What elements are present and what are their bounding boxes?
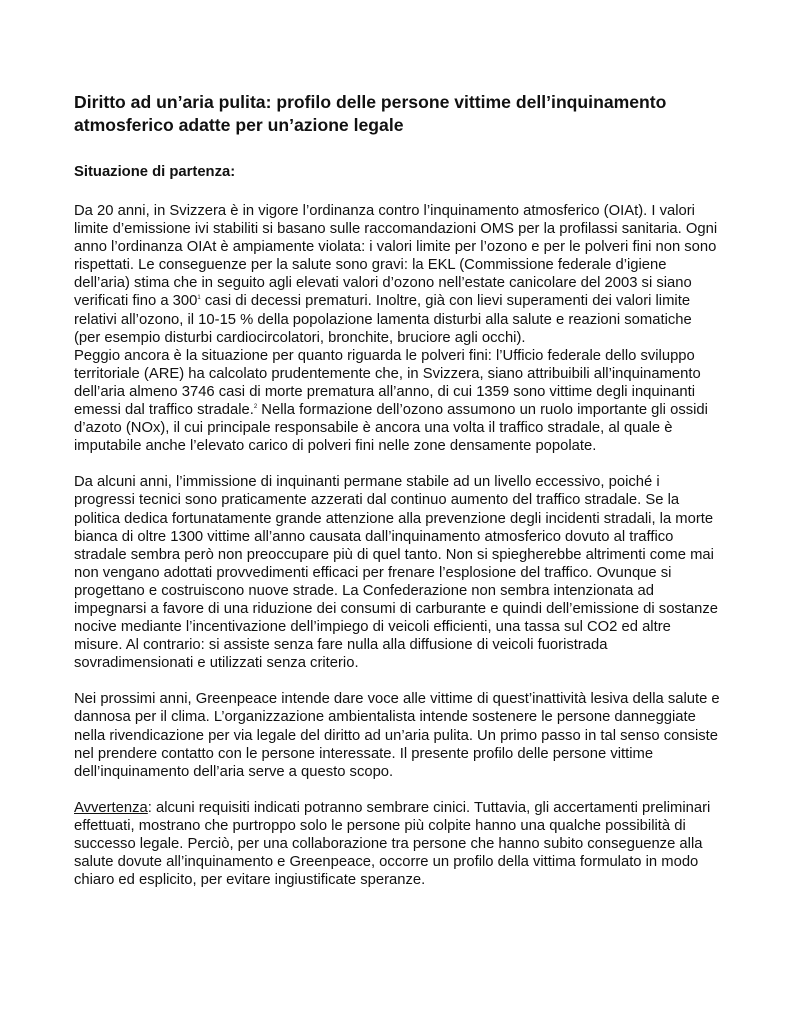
- paragraph-fine-dust-text-b: Nella formazione dell’ozono assumono un ruolo importante gli ossidi d’azoto (NOx), il cui principale responsabile è ancora una volta il traffico stradale, al quale è imputabile anche l’elevato carico di polveri fini nelle zone densamente popolate.: [74, 402, 708, 455]
- document-title: Diritto ad un’aria pulita: profilo delle persone vittime dell’inquinamento atmosferico adatte per un’azione legale: [74, 92, 667, 135]
- paragraph-greenpeace: Nei prossimi anni, Greenpeace intende dare voce alle vittime di quest’inattività lesiva della salute e dannosa per il clima. L’organizzazione ambientalista intende sostenere le persone danneggiate nella rivendicazione per via legale del diritto ad un’aria pulita. Un primo passo in tal senso consiste nel prendere contatto con le persone interessate. Il presente profilo delle persone vittime dell’inquinamento dell’aria serve a questo scopo.: [74, 691, 720, 780]
- paragraph-ozone-text-b: casi di decessi prematuri. Inoltre, già con lievi superamenti dei valori limite relativi all’ozono, il 10-15 % della popolazione lamenta disturbi alla salute e reazioni somatiche (per esempio disturbi cardiocircolatori, bronchite, bruciore agli occhi).: [74, 293, 692, 346]
- warning-label: Avvertenza: [74, 799, 148, 816]
- paragraph-ozone-text-a: Da 20 anni, in Svizzera è in vigore l’ordinanza contro l’inquinamento atmosferico (OIAt). I valori limite d’emissione ivi stabiliti si basano sulle raccomandazioni OMS per la profilassi sanitaria. Ogni anno l’ordinanza OIAt è ampiamente violata: i valori limite per l’ozono e per le polveri fini non sono rispettati. Le conseguenze per la salute sono gravi: la EKL (Commissione federale d’igiene dell’aria) stima che in seguito agli elevati valori d’ozono nell’estate canicolare del 2003 si siano verificati fino a 300: [74, 203, 718, 310]
- paragraph-ozone: [74, 202, 722, 347]
- warning-text: : alcuni requisiti indicati potranno sembrare cinici. Tuttavia, gli accertamenti preliminari effettuati, mostrano che purtroppo solo le persone più colpite hanno una qualche possibilità di successo legale. Perciò, per una collaborazione tra persone che hanno subito conseguenze alla salute dovute all’inquinamento e Greenpeace, occorre un profilo della vittima formulato in modo chiaro ed esplicito, per evitare ingiustificate speranze.: [74, 799, 711, 889]
- section-heading: Situazione di partenza:: [74, 164, 236, 180]
- document-page: [74, 91, 722, 889]
- paragraph-warning: [74, 799, 722, 889]
- footnote-marker-1: 1: [197, 295, 201, 302]
- paragraph-fine-dust: [74, 347, 722, 456]
- footnote-marker-2: 2: [253, 404, 258, 411]
- paragraph-traffic: Da alcuni anni, l’immissione di inquinanti permane stabile ad un livello eccessivo, poiché i progressi tecnici sono praticamente azzerati dal continuo aumento del traffico stradale. Se la politica dedica fortunatamente grande attenzione alla prevenzione degli incidenti stradali, la morte bianca di oltre 1300 vittime all’anno causata dall’inquinamento atmosferico dovuto al traffico stradale sembra però non preoccupare più di quel tanto. Non si spiegherebbe altrimenti come mai non vengano adottati provvedimenti efficaci per frenare l’esplosione del traffico. Ovunque si progettano e costruiscono nuove strade. La Confederazione non sembra intenzionata ad impegnarsi a favore di una riduzione dei consumi di carburante e quindi dell’emissione di sostanze nocive mediante l’incentivazione dell’impiego di veicoli efficienti, una tassa sul CO2 ed altre misure. Al contrario: si assiste senza fare nulla alla diffusione di veicoli fuoristrada sovradimensionati e utilizzati senza criterio.: [74, 474, 719, 672]
- paragraph-fine-dust-text-a: Peggio ancora è la situazione per quanto riguarda le polveri fini: l’Ufficio federale dello sviluppo territoriale (ARE) ha calcolato prudentemente che, in Svizzera, siano attribuibili all’inquinamento dell’aria almeno 3746 casi di morte prematura all’anno, di cui 1359 sono vittime degli inquinanti emessi dal traffico stradale.: [74, 347, 701, 419]
